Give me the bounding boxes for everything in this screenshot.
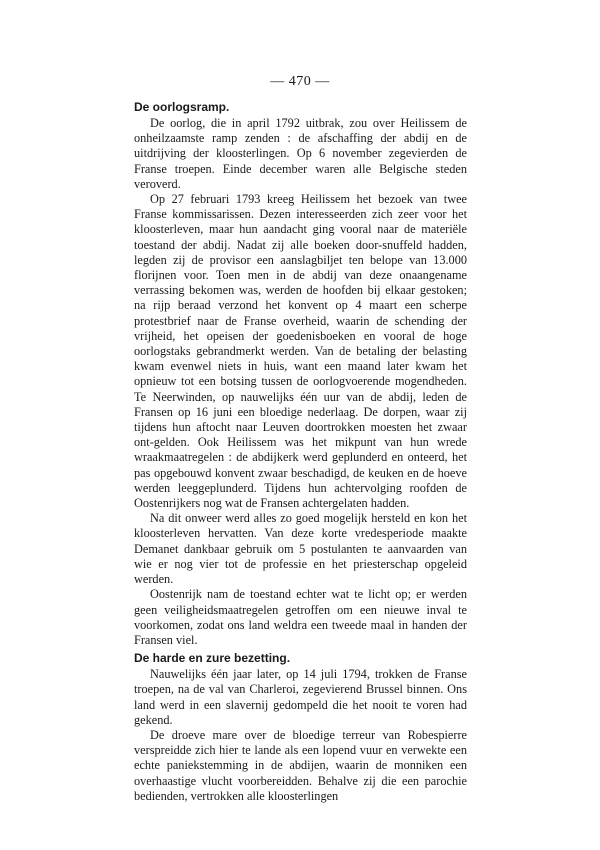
paragraph: De oorlog, die in april 1792 uitbrak, zou over Heilissem de onheilzaamste ramp zenden : de afschaffing der abdij en de uitdrijving der kloosterlingen. Op 6 november zegevierden de Franse troepen. Einde december waren alle Belgische steden veroverd. (134, 116, 467, 191)
text-column (134, 100, 467, 804)
paragraph: De droeve mare over de bloedige terreur van Robespierre verspreidde zich hier te lande als een lopend vuur en verwekte een echte paniekstemming in de abdijen, waarin de monniken een overhaastige vlucht voorbereidden. Behalve zij die een parochie bedienden, vertrokken alle kloosterlingen (134, 727, 467, 803)
paragraph: Na dit onweer werd alles zo goed mogelijk hersteld en kon het kloosterleven hervatten. Van deze korte vredesperiode maakte Demanet dankbaar gebruik om 5 postulanten te aanvaarden van wie er nog vier tot de professie en het priesterschap opgeleid werden. (134, 511, 467, 587)
paragraph: Op 27 februari 1793 kreeg Heilissem het bezoek van twee Franse kommissarissen. Dezen interesseerden zich zeer voor het kloosterleven, maar hun aandacht ging vooral naar de materiële toestand der abdij. Nadat zij alle boeken door-snuffeld hadden, legden zij de provisor een aanslagbiljet ten belope van 13.000 florijnen voor. Toen men in de abdij van deze onaangename verrassing bekomen was, werden de hoofden bij elkaar gestoken; na rijp beraad verzond het konvent op 4 maart een scherpe protestbrief naar de Franse overheid, waarin de schending der vrijheid, het opeisen der goedenisboeken en vooral de hoge oorlogstaks gebrandmerkt werden. Van de betaling der belasting kwam evenwel niets in huis, want een maand later kwam het opnieuw tot een botsing tussen de oorlogvoerende mogendheden. Te Neerwinden, op nauwelijks één uur van de abdij, leden de Fransen op 16 juni een bloedige nederlaag. De dorpen, waar zij tijdens hun aftocht naar Leuven doortrokken moesten het zwaar ont-gelden. Ook Heilissem was het mikpunt van hun wrede wraakmaatregelen : de abdijkerk werd geplunderd en onteerd, het pas opgebouwd konvent zwaar beschadigd, de keuken en de hoeve werden leeggeplunderd. Tijdens hun achtervolging roofden de Oostenrijkers nog wat de Fransen achtergelaten hadden. (134, 192, 467, 511)
section-heading-oorlogsramp: De oorlogsramp. (134, 100, 230, 114)
paragraph: Oostenrijk nam de toestand echter wat te licht op; er werden geen veiligheidsmaatregelen getroffen om een nieuwe inval te voorkomen, zodat ons land weldra een tweede maal in handen der Fransen viel. (134, 587, 467, 647)
section-heading-bezetting: De harde en zure bezetting. (134, 651, 291, 666)
page-number: — 470 — (270, 74, 330, 89)
paragraph: Nauwelijks één jaar later, op 14 juli 1794, trokken de Franse troepen, na de val van Charleroi, zegevierend Brussel binnen. Ons land werd in een slavernij gedompeld die het nooit te voren had gekend. (134, 667, 467, 727)
